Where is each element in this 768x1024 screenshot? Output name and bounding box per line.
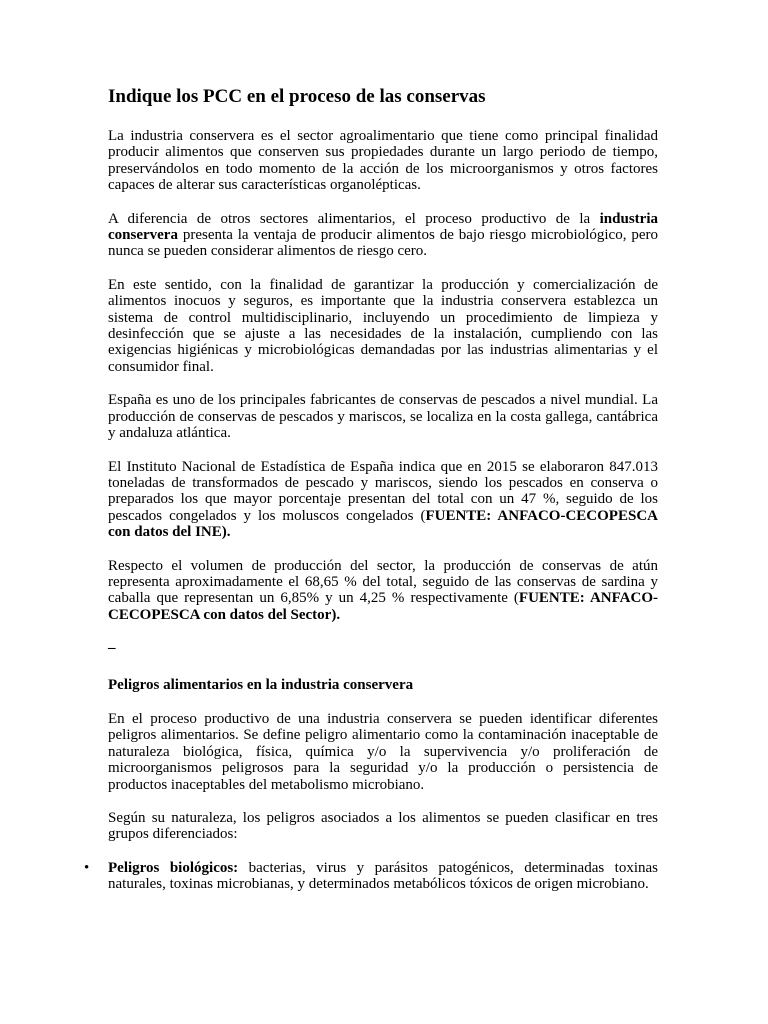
dash-separator: – [108,640,116,657]
bullet-icon: • [84,859,90,876]
document-page [84,86,659,893]
paragraph-difference-text: A diferencia de otros sectores alimentarios, el proceso productivo de la [108,210,600,227]
source-ine-bold: FUENTE: ANFACO-CECOPESCA con datos del INE). [108,507,658,541]
paragraph-difference-text-end: presenta la ventaja de producir alimentos de bajo riesgo microbiológico, pero nunca se pueden considerar alimentos de riesgo cero. [108,227,658,260]
paragraph-ine-text: El Instituto Nacional de Estadística de España indica que en 2015 se elaboraron 847.013 toneladas de transformados de pescado y mariscos, siendo los pescados en conserva o preparados los que mayor porcentaje presentan del total con un 47 %, seguido de los pescados congelados y los moluscos congelados ( [108,458,658,524]
list-item-bold: Peligros biológicos: [108,859,239,876]
paragraph-production-text: Respecto el volumen de producción del sector, la producción de conservas de atún representa aproximadamente el 68,65 % del total, seguido de las conservas de sardina y caballa que representan un 6,85% y un 4,25 % respectivamente ( [108,557,658,607]
source-sector-bold: FUENTE: ANFACO-CECOPESCA con datos del Sector). [108,590,658,623]
document-title: Indique los PCC en el proceso de las conservas [108,86,486,107]
paragraph-production-volume [108,558,658,624]
paragraph-difference [108,211,658,260]
paragraph-spain: España es uno de los principales fabricantes de conservas de pescados a nivel mundial. La producción de conservas de pescados y mariscos, se localiza en la costa gallega, cantábrica y andaluza atlántica. [108,392,658,442]
paragraph-hazard-definition: En el proceso productivo de una industria conservera se pueden identificar diferentes peligros alimentarios. Se define peligro alimentario como la contaminación inaceptable de naturaleza biológica, física, química y/o la supervivencia y/o proliferación de microorganismos peligrosos para la seguridad y/o la producción o persistencia de productos inaceptables del metabolismo microbiano. [108,710,658,793]
section-heading: Peligros alimentarios en la industria conservera [108,676,414,693]
paragraph-intro: La industria conservera es el sector agroalimentario que tiene como principal finalidad producir alimentos que conserven sus propiedades durante un largo periodo de tiempo, preservándolos en todo momento de la acción de los microorganismos y otros factores capaces de alterar sus características organolépticas. [108,128,658,194]
paragraph-ine-statistics [108,459,658,541]
hazard-list [84,859,659,893]
industria-conservera-bold: industria conservera [108,210,658,244]
paragraph-control-system: En este sentido, con la finalidad de garantizar la producción y comercialización de alimentos inocuos y seguros, es importante que la industria conservera establezca un sistema de control multidisciplinario, incluyendo un procedimiento de limpieza y desinfección que se ajuste a las necesidades de la instalación, cumpliendo con las exigencias higiénicas y microbiológicas demandadas por las industrias alimentarias y el consumidor final. [108,276,658,375]
list-item [84,859,659,893]
paragraph-hazard-classification: Según su naturaleza, los peligros asociados a los alimentos se pueden clasificar en tres grupos diferenciados: [108,810,658,843]
list-item-text: bacterias, virus y parásitos patogénicos, determinadas toxinas naturales, toxinas microbianas, y determinados metabólicos tóxicos de origen microbiano. [108,859,659,893]
